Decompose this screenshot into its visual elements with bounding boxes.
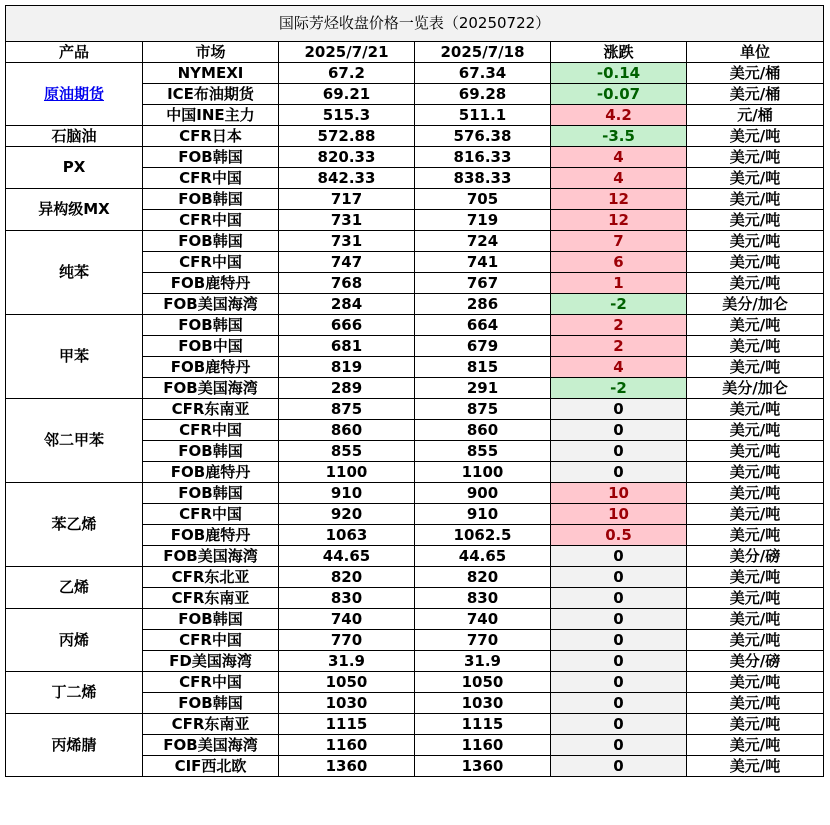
price-cell-date-2: 816.33 xyxy=(415,147,551,168)
header-unit: 单位 xyxy=(687,42,824,63)
price-cell-date-1: 69.21 xyxy=(279,84,415,105)
change-cell: 0 xyxy=(551,756,687,777)
market-cell: CFR东南亚 xyxy=(143,399,279,420)
change-cell: 4.2 xyxy=(551,105,687,126)
unit-cell: 美元/吨 xyxy=(687,357,824,378)
change-cell: 0 xyxy=(551,546,687,567)
market-cell: FOB美国海湾 xyxy=(143,294,279,315)
table-row xyxy=(6,567,824,588)
unit-cell: 美元/吨 xyxy=(687,441,824,462)
market-cell: FOB韩国 xyxy=(143,693,279,714)
price-cell-date-1: 860 xyxy=(279,420,415,441)
price-cell-date-1: 855 xyxy=(279,441,415,462)
header-product: 产品 xyxy=(6,42,143,63)
change-cell: 0 xyxy=(551,735,687,756)
product-cell: 丙烯 xyxy=(6,609,143,672)
market-cell: FOB韩国 xyxy=(143,147,279,168)
price-cell-date-1: 1030 xyxy=(279,693,415,714)
table-body xyxy=(6,63,824,777)
unit-cell: 美元/桶 xyxy=(687,63,824,84)
table-row xyxy=(6,189,824,210)
market-cell: FOB美国海湾 xyxy=(143,735,279,756)
unit-cell: 美元/吨 xyxy=(687,567,824,588)
price-cell-date-2: 69.28 xyxy=(415,84,551,105)
unit-cell: 美元/吨 xyxy=(687,231,824,252)
market-cell: FOB美国海湾 xyxy=(143,546,279,567)
unit-cell: 美元/吨 xyxy=(687,189,824,210)
price-cell-date-2: 1030 xyxy=(415,693,551,714)
product-cell: 苯乙烯 xyxy=(6,483,143,567)
change-cell: 0 xyxy=(551,672,687,693)
unit-cell: 美元/吨 xyxy=(687,588,824,609)
change-cell: 0 xyxy=(551,630,687,651)
unit-cell: 美元/桶 xyxy=(687,84,824,105)
price-cell-date-1: 820 xyxy=(279,567,415,588)
change-cell: -2 xyxy=(551,294,687,315)
price-cell-date-2: 740 xyxy=(415,609,551,630)
product-cell xyxy=(6,63,143,126)
price-cell-date-1: 1360 xyxy=(279,756,415,777)
product-cell: 甲苯 xyxy=(6,315,143,399)
change-cell: 4 xyxy=(551,357,687,378)
market-cell: CFR日本 xyxy=(143,126,279,147)
market-cell: FD美国海湾 xyxy=(143,651,279,672)
header-market: 市场 xyxy=(143,42,279,63)
price-cell-date-2: 1062.5 xyxy=(415,525,551,546)
table-row xyxy=(6,714,824,735)
table-title: 国际芳烃收盘价格一览表（20250722） xyxy=(6,6,824,42)
product-link[interactable]: 原油期货 xyxy=(43,84,104,103)
market-cell: FOB韩国 xyxy=(143,315,279,336)
price-cell-date-1: 820.33 xyxy=(279,147,415,168)
price-cell-date-2: 1115 xyxy=(415,714,551,735)
market-cell: CFR中国 xyxy=(143,210,279,231)
price-cell-date-1: 731 xyxy=(279,210,415,231)
market-cell: CFR东南亚 xyxy=(143,714,279,735)
price-cell-date-1: 515.3 xyxy=(279,105,415,126)
unit-cell: 美元/吨 xyxy=(687,399,824,420)
product-cell: 丙烯腈 xyxy=(6,714,143,777)
change-cell: 10 xyxy=(551,483,687,504)
price-cell-date-1: 731 xyxy=(279,231,415,252)
price-cell-date-1: 1115 xyxy=(279,714,415,735)
price-cell-date-2: 910 xyxy=(415,504,551,525)
change-cell: -2 xyxy=(551,378,687,399)
price-cell-date-1: 284 xyxy=(279,294,415,315)
change-cell: 0 xyxy=(551,420,687,441)
price-cell-date-1: 666 xyxy=(279,315,415,336)
change-cell: 0 xyxy=(551,714,687,735)
change-cell: 0 xyxy=(551,693,687,714)
unit-cell: 美元/吨 xyxy=(687,609,824,630)
unit-cell: 美分/磅 xyxy=(687,651,824,672)
change-cell: 12 xyxy=(551,210,687,231)
change-cell: 0 xyxy=(551,399,687,420)
market-cell: CFR中国 xyxy=(143,420,279,441)
change-cell: -0.07 xyxy=(551,84,687,105)
unit-cell: 美元/吨 xyxy=(687,210,824,231)
market-cell: CFR中国 xyxy=(143,168,279,189)
price-cell-date-2: 44.65 xyxy=(415,546,551,567)
unit-cell: 美元/吨 xyxy=(687,420,824,441)
market-cell: CIF西北欧 xyxy=(143,756,279,777)
price-cell-date-2: 838.33 xyxy=(415,168,551,189)
table-row xyxy=(6,399,824,420)
market-cell: FOB鹿特丹 xyxy=(143,462,279,483)
market-cell: CFR中国 xyxy=(143,672,279,693)
table-row xyxy=(6,147,824,168)
price-cell-date-2: 31.9 xyxy=(415,651,551,672)
unit-cell: 美元/吨 xyxy=(687,336,824,357)
unit-cell: 美元/吨 xyxy=(687,483,824,504)
price-cell-date-2: 1160 xyxy=(415,735,551,756)
unit-cell: 美元/吨 xyxy=(687,504,824,525)
table-title-row xyxy=(6,6,824,42)
price-cell-date-1: 289 xyxy=(279,378,415,399)
market-cell: CFR中国 xyxy=(143,504,279,525)
price-cell-date-1: 1063 xyxy=(279,525,415,546)
unit-cell: 美元/吨 xyxy=(687,315,824,336)
price-cell-date-2: 679 xyxy=(415,336,551,357)
table-header-row xyxy=(6,42,824,63)
price-cell-date-2: 664 xyxy=(415,315,551,336)
product-cell: 邻二甲苯 xyxy=(6,399,143,483)
market-cell: ICE布油期货 xyxy=(143,84,279,105)
change-cell: 0 xyxy=(551,441,687,462)
market-cell: FOB韩国 xyxy=(143,189,279,210)
unit-cell: 美元/吨 xyxy=(687,735,824,756)
price-cell-date-2: 875 xyxy=(415,399,551,420)
price-cell-date-1: 920 xyxy=(279,504,415,525)
price-cell-date-1: 770 xyxy=(279,630,415,651)
unit-cell: 美元/吨 xyxy=(687,672,824,693)
product-cell: 异构级MX xyxy=(6,189,143,231)
price-cell-date-2: 830 xyxy=(415,588,551,609)
price-cell-date-2: 1360 xyxy=(415,756,551,777)
price-cell-date-1: 830 xyxy=(279,588,415,609)
price-cell-date-2: 855 xyxy=(415,441,551,462)
price-cell-date-2: 291 xyxy=(415,378,551,399)
table-row xyxy=(6,609,824,630)
header-date-1: 2025/7/21 xyxy=(279,42,415,63)
unit-cell: 美分/加仑 xyxy=(687,378,824,399)
price-cell-date-2: 770 xyxy=(415,630,551,651)
market-cell: NYMEXI xyxy=(143,63,279,84)
product-cell: PX xyxy=(6,147,143,189)
price-cell-date-2: 719 xyxy=(415,210,551,231)
table-row xyxy=(6,483,824,504)
header-date-2: 2025/7/18 xyxy=(415,42,551,63)
change-cell: 4 xyxy=(551,147,687,168)
price-cell-date-2: 286 xyxy=(415,294,551,315)
change-cell: 7 xyxy=(551,231,687,252)
product-cell: 纯苯 xyxy=(6,231,143,315)
unit-cell: 元/桶 xyxy=(687,105,824,126)
unit-cell: 美元/吨 xyxy=(687,126,824,147)
table-row xyxy=(6,315,824,336)
price-cell-date-1: 819 xyxy=(279,357,415,378)
change-cell: 0 xyxy=(551,651,687,672)
unit-cell: 美元/吨 xyxy=(687,147,824,168)
price-cell-date-1: 31.9 xyxy=(279,651,415,672)
price-cell-date-2: 815 xyxy=(415,357,551,378)
market-cell: FOB韩国 xyxy=(143,231,279,252)
unit-cell: 美元/吨 xyxy=(687,630,824,651)
product-cell: 石脑油 xyxy=(6,126,143,147)
price-cell-date-2: 1100 xyxy=(415,462,551,483)
table-row xyxy=(6,63,824,84)
price-cell-date-2: 767 xyxy=(415,273,551,294)
product-cell: 丁二烯 xyxy=(6,672,143,714)
price-cell-date-1: 1160 xyxy=(279,735,415,756)
market-cell: FOB鹿特丹 xyxy=(143,357,279,378)
price-cell-date-1: 1100 xyxy=(279,462,415,483)
price-table xyxy=(5,5,824,777)
change-cell: 4 xyxy=(551,168,687,189)
unit-cell: 美元/吨 xyxy=(687,273,824,294)
unit-cell: 美分/加仑 xyxy=(687,294,824,315)
table-row xyxy=(6,231,824,252)
price-cell-date-1: 842.33 xyxy=(279,168,415,189)
price-cell-date-2: 67.34 xyxy=(415,63,551,84)
price-cell-date-1: 768 xyxy=(279,273,415,294)
price-cell-date-1: 572.88 xyxy=(279,126,415,147)
table-row xyxy=(6,126,824,147)
change-cell: 12 xyxy=(551,189,687,210)
price-cell-date-1: 910 xyxy=(279,483,415,504)
market-cell: 中国INE主力 xyxy=(143,105,279,126)
unit-cell: 美元/吨 xyxy=(687,168,824,189)
header-change: 涨跌 xyxy=(551,42,687,63)
price-cell-date-2: 511.1 xyxy=(415,105,551,126)
price-cell-date-2: 576.38 xyxy=(415,126,551,147)
change-cell: 1 xyxy=(551,273,687,294)
price-cell-date-2: 860 xyxy=(415,420,551,441)
market-cell: FOB鹿特丹 xyxy=(143,273,279,294)
change-cell: 2 xyxy=(551,315,687,336)
market-cell: CFR东南亚 xyxy=(143,588,279,609)
price-cell-date-1: 717 xyxy=(279,189,415,210)
price-cell-date-1: 875 xyxy=(279,399,415,420)
change-cell: -0.14 xyxy=(551,63,687,84)
unit-cell: 美元/吨 xyxy=(687,252,824,273)
price-cell-date-1: 44.65 xyxy=(279,546,415,567)
change-cell: 2 xyxy=(551,336,687,357)
change-cell: 0 xyxy=(551,567,687,588)
market-cell: FOB韩国 xyxy=(143,483,279,504)
price-cell-date-2: 900 xyxy=(415,483,551,504)
market-cell: CFR中国 xyxy=(143,252,279,273)
unit-cell: 美分/磅 xyxy=(687,546,824,567)
market-cell: FOB韩国 xyxy=(143,609,279,630)
price-cell-date-2: 724 xyxy=(415,231,551,252)
price-cell-date-1: 681 xyxy=(279,336,415,357)
change-cell: 0 xyxy=(551,462,687,483)
change-cell: -3.5 xyxy=(551,126,687,147)
market-cell: FOB鹿特丹 xyxy=(143,525,279,546)
price-cell-date-1: 747 xyxy=(279,252,415,273)
unit-cell: 美元/吨 xyxy=(687,756,824,777)
unit-cell: 美元/吨 xyxy=(687,525,824,546)
change-cell: 0 xyxy=(551,588,687,609)
change-cell: 10 xyxy=(551,504,687,525)
unit-cell: 美元/吨 xyxy=(687,693,824,714)
unit-cell: 美元/吨 xyxy=(687,714,824,735)
product-cell: 乙烯 xyxy=(6,567,143,609)
market-cell: CFR东北亚 xyxy=(143,567,279,588)
price-cell-date-1: 67.2 xyxy=(279,63,415,84)
price-cell-date-2: 1050 xyxy=(415,672,551,693)
market-cell: FOB美国海湾 xyxy=(143,378,279,399)
price-cell-date-2: 820 xyxy=(415,567,551,588)
unit-cell: 美元/吨 xyxy=(687,462,824,483)
price-cell-date-1: 740 xyxy=(279,609,415,630)
change-cell: 0.5 xyxy=(551,525,687,546)
change-cell: 0 xyxy=(551,609,687,630)
table-row xyxy=(6,672,824,693)
market-cell: FOB中国 xyxy=(143,336,279,357)
market-cell: CFR中国 xyxy=(143,630,279,651)
price-cell-date-2: 741 xyxy=(415,252,551,273)
price-cell-date-2: 705 xyxy=(415,189,551,210)
market-cell: FOB韩国 xyxy=(143,441,279,462)
price-cell-date-1: 1050 xyxy=(279,672,415,693)
price-table-container xyxy=(5,5,824,777)
change-cell: 6 xyxy=(551,252,687,273)
